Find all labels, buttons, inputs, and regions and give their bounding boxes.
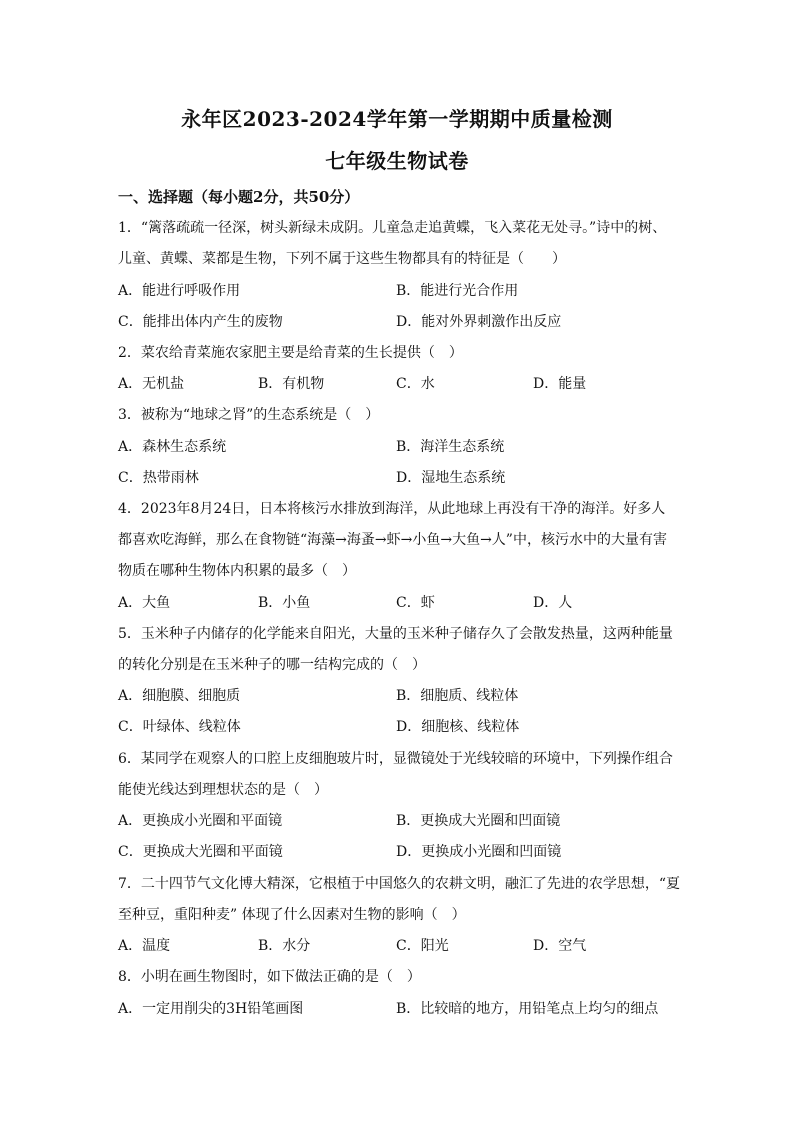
question-2-option-c: C．水 [396,376,435,392]
question-2-option-b: B．有机物 [258,376,325,392]
question-4-line-1: 4．2023年8月24日，日本将核污水排放到海洋，从此地球上再没有干净的海洋。好多人 [118,501,666,517]
question-5-line-2: 的转化分别是在玉米种子的哪一结构完成的（ ） [118,657,426,673]
question-4-option-b: B．小鱼 [258,595,311,611]
question-2-option-d: D．能量 [533,376,587,392]
question-5-line-1: 5．玉米种子内储存的化学能来自阳光，大量的玉米种子储存久了会散发热量，这两种能量 [118,626,673,642]
question-4-option-a: A．大鱼 [118,595,171,611]
question-3-option-d: D．湿地生态系统 [396,470,506,486]
question-3-option-c: C．热带雨林 [118,470,199,486]
question-5-option-c: C．叶绿体、线粒体 [118,719,241,735]
question-4-line-2: 都喜欢吃海鲜，那么在食物链“海藻→海蚤→虾→小鱼→大鱼→人”中，核污水中的大量有害 [118,532,667,548]
question-1-line-2: 儿童、黄蝶、菜都是生物，下列不属于这些生物都具有的特征是（ ） [118,251,566,267]
question-7-line-1: 7．二十四节气文化博大精深，它根植于中国悠久的农耕文明，融汇了先进的农学思想，“夏 [118,876,681,892]
question-7-option-d: D．空气 [533,938,587,954]
question-6-option-c: C．更换成大光圈和平面镜 [118,844,283,860]
question-2-line-1: 2．菜农给青菜施农家肥主要是给青菜的生长提供（ ） [118,345,463,361]
question-1-option-b: B．能进行光合作用 [396,283,519,299]
question-5-option-d: D．细胞核、线粒体 [396,719,520,735]
question-5-option-a: A．细胞膜、细胞质 [118,688,241,704]
question-1-option-a: A．能进行呼吸作用 [118,283,241,299]
question-6-option-a: A．更换成小光圈和平面镜 [118,813,283,829]
question-6-line-1: 6．某同学在观察人的口腔上皮细胞玻片时，显微镜处于光线较暗的环境中，下列操作组合 [118,751,673,767]
exam-subtitle: 七年级生物试卷 [325,149,469,173]
question-2-option-a: A．无机盐 [118,376,185,392]
question-6-option-d: D．更换成小光圈和凹面镜 [396,844,562,860]
question-1-option-c: C．能排出体内产生的废物 [118,314,283,330]
question-7-option-c: C．阳光 [396,938,449,954]
question-7-line-2: 至种豆，重阳种麦” 体现了什么因素对生物的影响（ ） [118,907,466,923]
question-3-line-1: 3．被称为“地球之肾”的生态系统是（ ） [118,407,380,423]
question-7-option-a: A．温度 [118,938,171,954]
question-7-option-b: B．水分 [258,938,311,954]
question-4-line-3: 物质在哪种生物体内积累的最多（ ） [118,563,356,579]
question-3-option-a: A．森林生态系统 [118,439,227,455]
question-4-option-d: D．人 [533,595,573,611]
question-6-line-2: 能使光线达到理想状态的是（ ） [118,782,328,798]
question-8-line-1: 8．小明在画生物图时，如下做法正确的是（ ） [118,969,421,985]
section-heading: 一、选择题（每小题2分，共50分） [118,188,360,206]
question-3-option-b: B．海洋生态系统 [396,439,505,455]
question-1-option-d: D．能对外界刺激作出反应 [396,314,562,330]
question-5-option-b: B．细胞质、线粒体 [396,688,519,704]
question-4-option-c: C．虾 [396,595,435,611]
exam-title: 永年区2023-2024学年第一学期期中质量检测 [181,107,613,131]
question-1-line-1: 1．“篱落疏疏一径深，树头新绿未成阴。儿童急走追黄蝶，飞入菜花无处寻。”诗中的树、 [118,220,667,236]
question-8-option-a: A．一定用削尖的3H铅笔画图 [118,1001,304,1017]
question-8-option-b: B．比较暗的地方，用铅笔点上均匀的细点 [396,1001,659,1017]
question-6-option-b: B．更换成大光圈和凹面镜 [396,813,561,829]
